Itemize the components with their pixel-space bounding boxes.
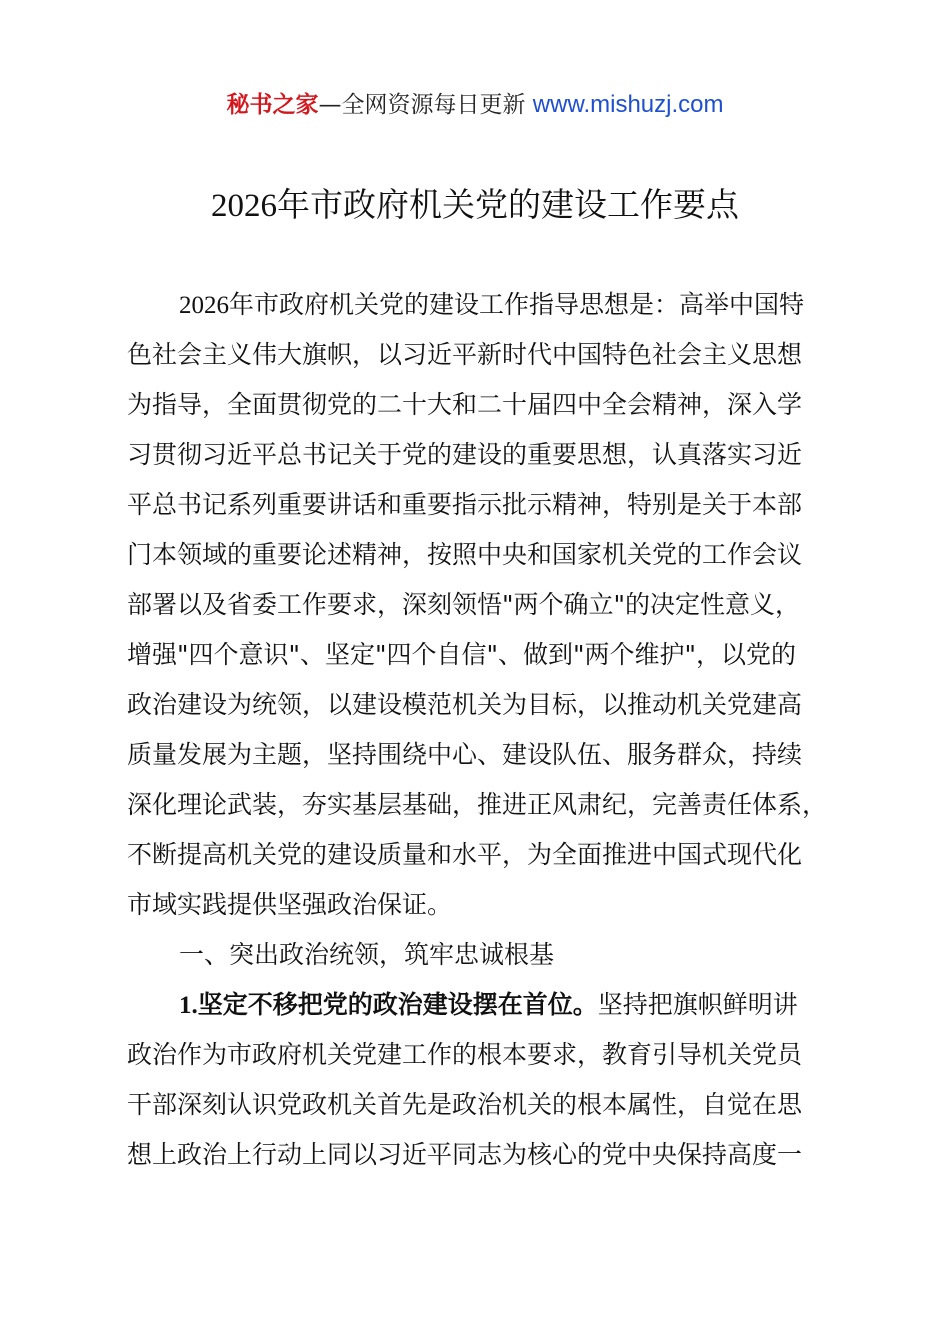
text-line (127, 980, 837, 1030)
text-line: 色社会主义伟大旗帜，以习近平新时代中国特色社会主义思想 (127, 340, 803, 369)
paragraph-guiding-thought (127, 280, 837, 930)
text-line: 为指导，全面贯彻党的二十大和二十届四中全会精神，深入学 (127, 390, 803, 419)
text-line: 平总书记系列重要讲话和重要指示批示精神，特别是关于本部 (127, 490, 803, 519)
document-title (0, 182, 950, 229)
site-url-link[interactable]: www.mishuzj.com (532, 91, 724, 118)
brand-name: 秘书之家 (226, 92, 319, 118)
site-header (0, 88, 950, 122)
text-line: 想上政治上行动上同以习近平同志为核心的党中央保持高度一 (127, 1140, 803, 1169)
title-text: 年市政府机关党的建设工作要点 (277, 185, 739, 224)
para-year: 2026 (179, 292, 229, 319)
section-heading: 一、突出政治统领，筑牢忠诚根基 (179, 940, 555, 969)
text-line: 深化理论武装，夯实基层基础，推进正风肃纪，完善责任体系， (127, 790, 828, 819)
text-line: 政治建设为统领，以建设模范机关为目标，以推动机关党建高 (127, 690, 803, 719)
item-number: 1. (179, 992, 198, 1019)
item-bold-heading: 坚定不移把党的政治建设摆在首位。 (197, 990, 598, 1019)
text-line: 政治作为市政府机关党建工作的根本要求，教育引导机关党员 (127, 1040, 803, 1069)
text-line: 门本领域的重要论述精神，按照中央和国家机关党的工作会议 (127, 540, 803, 569)
text-line: 增强"四个意识"、坚定"四个自信"、做到"两个维护"，以党的 (127, 640, 796, 669)
text-line: 干部深刻认识党政机关首先是政治机关的根本属性，自觉在思 (127, 1090, 803, 1119)
text-line: 习贯彻习近平总书记关于党的建设的重要思想，认真落实习近 (127, 440, 803, 469)
text-line: 市域实践提供坚强政治保证。 (127, 890, 453, 919)
paragraph-item-1 (127, 980, 837, 1180)
title-year: 2026 (211, 188, 277, 224)
text-line-content: 年市政府机关党的建设工作指导思想是：高举中国特 (229, 290, 805, 319)
text-line (127, 280, 837, 330)
header-slogan: —全网资源每日更新 (318, 92, 526, 118)
text-line-content: 坚持把旗帜鲜明讲 (597, 990, 798, 1019)
document-body (127, 280, 837, 1180)
text-line: 质量发展为主题，坚持围绕中心、建设队伍、服务群众，持续 (127, 740, 803, 769)
text-line: 部署以及省委工作要求，深刻领悟"两个确立"的决定性意义， (127, 590, 801, 619)
text-line: 不断提高机关党的建设质量和水平，为全面推进中国式现代化 (127, 840, 803, 869)
